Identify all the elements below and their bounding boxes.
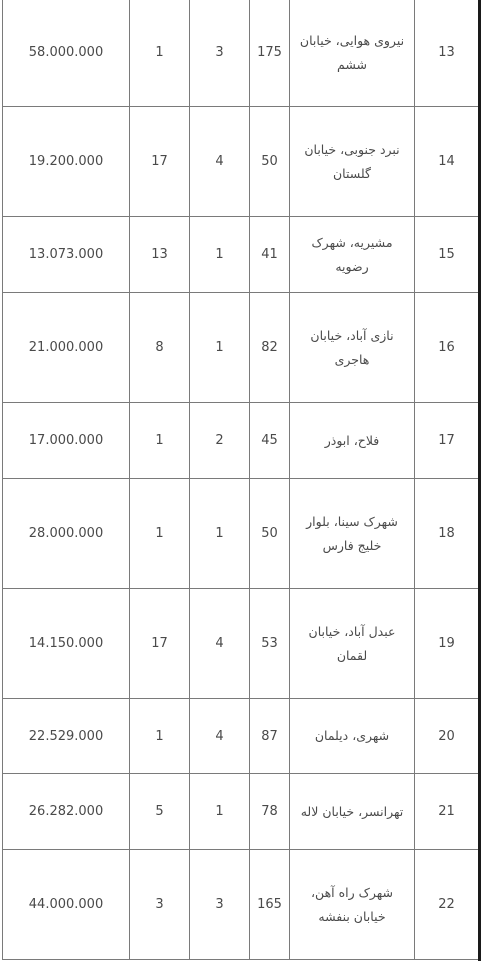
floor-cell: 3 xyxy=(130,850,190,960)
area-cell: 82 xyxy=(250,293,290,403)
floor-cell: 1 xyxy=(130,699,190,774)
floor-cell: 1 xyxy=(130,0,190,107)
floor-cell: 17 xyxy=(130,589,190,699)
address-cell: شهرک راه آهن، خیابان بنفشه xyxy=(290,850,415,960)
floor-cell: 1 xyxy=(130,403,190,479)
area-cell: 41 xyxy=(250,217,290,293)
age-cell: 1 xyxy=(190,293,250,403)
table-row xyxy=(3,589,479,699)
age-cell: 4 xyxy=(190,107,250,217)
area-cell: 50 xyxy=(250,107,290,217)
row-number: 15 xyxy=(415,217,479,293)
price-cell: 17.000.000 xyxy=(3,403,130,479)
address-cell: شهرک سینا، بلوار خلیج فارس xyxy=(290,479,415,589)
table-row xyxy=(3,699,479,774)
age-cell: 2 xyxy=(190,403,250,479)
floor-cell: 5 xyxy=(130,774,190,850)
address-cell: نیروی هوایی، خیابان ششم xyxy=(290,0,415,107)
price-cell: 21.000.000 xyxy=(3,293,130,403)
row-number: 22 xyxy=(415,850,479,960)
floor-cell: 8 xyxy=(130,293,190,403)
price-cell: 58.000.000 xyxy=(3,0,130,107)
table-row xyxy=(3,850,479,960)
row-number: 14 xyxy=(415,107,479,217)
age-cell: 3 xyxy=(190,0,250,107)
price-cell: 19.200.000 xyxy=(3,107,130,217)
price-cell: 26.282.000 xyxy=(3,774,130,850)
row-number: 20 xyxy=(415,699,479,774)
table-row xyxy=(3,293,479,403)
address-cell: عبدل آباد، خیابان لقمان xyxy=(290,589,415,699)
table-row xyxy=(3,774,479,850)
address-cell: نازی آباد، خیابان هاجری xyxy=(290,293,415,403)
area-cell: 53 xyxy=(250,589,290,699)
area-cell: 45 xyxy=(250,403,290,479)
age-cell: 3 xyxy=(190,850,250,960)
window-edge xyxy=(478,0,481,961)
row-number: 17 xyxy=(415,403,479,479)
table-row xyxy=(3,403,479,479)
table-row xyxy=(3,107,479,217)
area-cell: 87 xyxy=(250,699,290,774)
row-number: 18 xyxy=(415,479,479,589)
price-cell: 22.529.000 xyxy=(3,699,130,774)
floor-cell: 13 xyxy=(130,217,190,293)
age-cell: 4 xyxy=(190,699,250,774)
area-cell: 78 xyxy=(250,774,290,850)
price-cell: 44.000.000 xyxy=(3,850,130,960)
table-row xyxy=(3,0,479,107)
age-cell: 1 xyxy=(190,479,250,589)
price-cell: 13.073.000 xyxy=(3,217,130,293)
age-cell: 1 xyxy=(190,774,250,850)
address-cell: تهرانسر، خیابان لاله xyxy=(290,774,415,850)
area-cell: 175 xyxy=(250,0,290,107)
area-cell: 165 xyxy=(250,850,290,960)
address-cell: نبرد جنوبی، خیابان گلستان xyxy=(290,107,415,217)
price-cell: 28.000.000 xyxy=(3,479,130,589)
apartment-price-table xyxy=(2,0,479,960)
area-cell: 50 xyxy=(250,479,290,589)
address-cell: مشیریه، شهرک رضویه xyxy=(290,217,415,293)
address-cell: فلاح، ابوذر xyxy=(290,403,415,479)
row-number: 19 xyxy=(415,589,479,699)
row-number: 16 xyxy=(415,293,479,403)
row-number: 21 xyxy=(415,774,479,850)
age-cell: 1 xyxy=(190,217,250,293)
address-cell: شهری، دیلمان xyxy=(290,699,415,774)
floor-cell: 1 xyxy=(130,479,190,589)
price-cell: 14.150.000 xyxy=(3,589,130,699)
table-row xyxy=(3,217,479,293)
table-row xyxy=(3,479,479,589)
floor-cell: 17 xyxy=(130,107,190,217)
row-number: 13 xyxy=(415,0,479,107)
age-cell: 4 xyxy=(190,589,250,699)
